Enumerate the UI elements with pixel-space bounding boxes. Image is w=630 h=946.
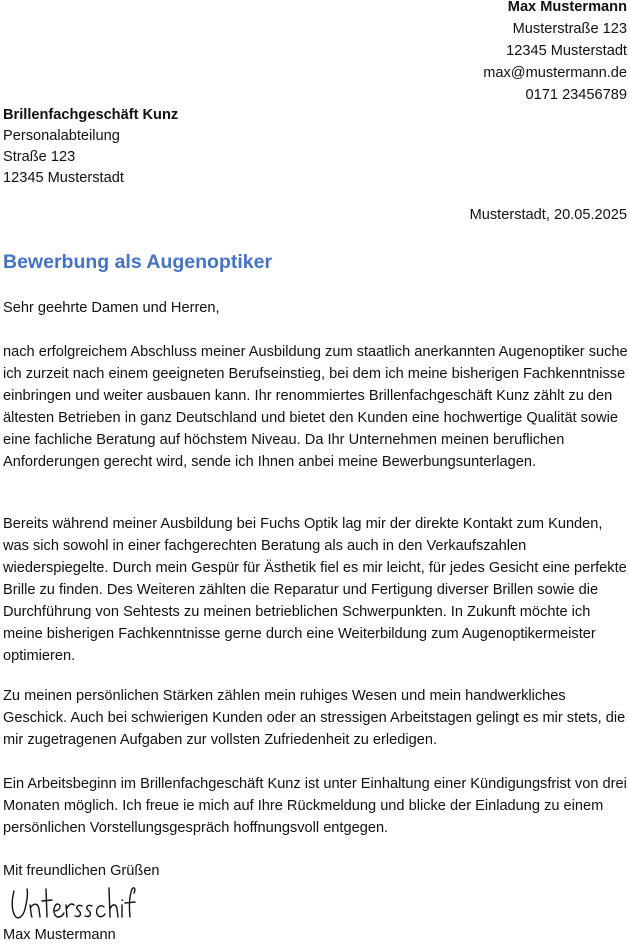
signer-name: Max Mustermann [3, 927, 116, 943]
recipient-company: Brillenfachgeschäft Kunz [3, 107, 179, 123]
sender-address-block [483, 0, 627, 106]
recipient-department: Personalabteilung [3, 128, 120, 144]
sender-name: Max Mustermann [507, 0, 627, 15]
letter-subject: Bewerbung als Augenoptiker [3, 251, 273, 273]
handwritten-signature [6, 883, 136, 923]
body-paragraph-1: nach erfolgreichem Abschluss meiner Ausbildung zum staatlich anerkannten Augenoptiker suche ich zurzeit nach einem geeigneten Berufseinstieg, bei dem ich meine bisherigen Fachkenntnisse einbringen und weiter ausbauen kann. Ihr renommiertes Brillenfachgeschäft Kunz zählt zu den ältesten Betrieben in ganz Deutschland und bietet den Kunden eine hochwertige Qualität sowie eine fachliche Beratung auf höchstem Niveau. Da Ihr Unternehmen meinen beruflichen Anforderungen gerecht wird, sende ich Ihnen anbei meine Bewerbungsunterlagen. [3, 344, 628, 470]
body-paragraph-3: Zu meinen persönlichen Stärken zählen mein ruhiges Wesen und mein handwerkliches Geschick. Auch bei schwierigen Kunden oder an stressigen Arbeitstagen gelingt es mir stets, die mir zugetragenen Aufgaben zur vollsten Zufriedenheit zu erledigen. [3, 688, 626, 748]
salutation: Sehr geehrte Damen und Herren, [3, 300, 220, 316]
recipient-address-block [3, 105, 178, 189]
body-paragraph-4: Ein Arbeitsbeginn im Brillenfachgeschäft Kunz ist unter Einhaltung einer Kündigungsfrist von drei Monaten möglich. Ich freue ie mich auf Ihre Rückmeldung und blicke der Einladung zu einem persönlichen Vorstellungsgespräch hoffnungsvoll entgegen. [3, 776, 627, 836]
recipient-city: 12345 Musterstadt [3, 170, 124, 186]
recipient-street: Straße 123 [3, 149, 76, 165]
sender-street: Musterstraße 123 [512, 21, 627, 37]
sender-phone: 0171 23456789 [525, 87, 627, 103]
sender-city: 12345 Musterstadt [506, 43, 627, 59]
sender-email: max@mustermann.de [483, 65, 627, 81]
letter-date: Musterstadt, 20.05.2025 [469, 207, 627, 223]
closing-phrase: Mit freundlichen Grüßen [3, 863, 160, 879]
body-paragraph-2: Bereits während meiner Ausbildung bei Fuchs Optik lag mir der direkte Kontakt zum Kunden, was sich sowohl in einer fachgerechten Beratung als auch in den Verkaufszahlen wiederspiegelte. Durch mein Gespür für Ästhetik fiel es mir leicht, für jedes Gesicht eine perfekte Brille zu finden. Des Weiteren zählten die Reparatur und Fertigung diverser Brillen sowie die Durchführung von Sehtests zu meinen betrieblichen Schwerpunkten. In Zukunft möchte ich meine bisherigen Fachkenntnisse gerne durch eine Weiterbildung zum Augenoptikermeister optimieren. [3, 516, 627, 664]
